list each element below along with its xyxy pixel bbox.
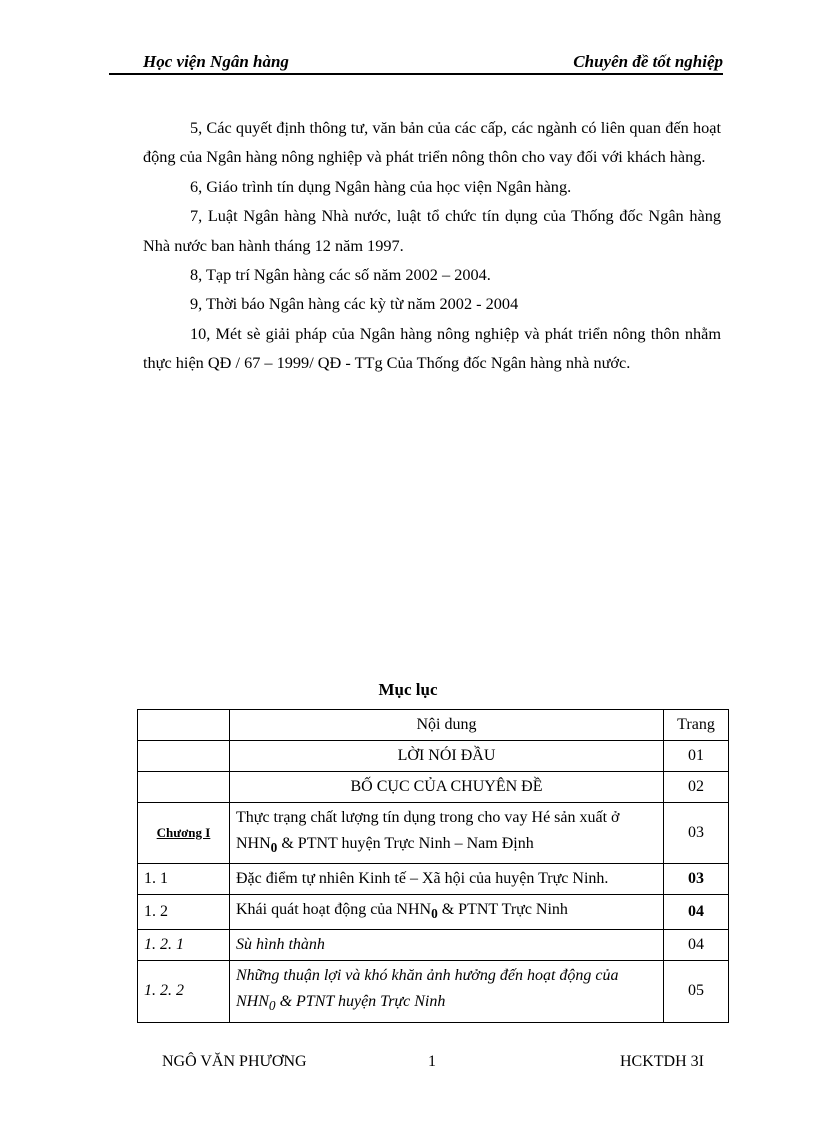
toc-text: & PTNT huyện Trực Ninh – Nam Định: [277, 835, 534, 852]
toc-subscript: 0: [270, 840, 278, 856]
page-header: [143, 50, 723, 74]
toc-row-page: 04: [664, 930, 729, 961]
toc-row-page: 03: [664, 864, 729, 895]
toc-row-num: 1. 2. 1: [138, 930, 230, 961]
toc-subscript: 0: [431, 906, 438, 922]
toc-header-row: [138, 710, 729, 741]
reference-item: 5, Các quyết định thông tư, văn bản của các cấp, các ngành có liên quan đến hoạt động của Ngân hàng nông nghiệp và phát triển nông thôn cho vay đối với khách hàng.: [143, 118, 721, 167]
toc-text: Khái quát hoạt động của NHN: [236, 901, 432, 919]
toc-row-num: [138, 741, 230, 772]
toc-header-page: Trang: [664, 710, 729, 741]
toc-row: [138, 961, 729, 1022]
toc-row-content: [230, 803, 664, 864]
footer-author: NGÔ VĂN PHƯƠNG: [162, 1053, 307, 1070]
toc-row-page: 01: [664, 741, 729, 772]
toc-header-content: Nội dung: [230, 710, 664, 741]
toc-header-num: [138, 710, 230, 741]
toc-table: [137, 709, 729, 1023]
toc-text: & PTNT huyện Trực Ninh: [275, 993, 446, 1011]
toc-row-content: Đặc điểm tự nhiên Kinh tế – Xã hội của huyện Trực Ninh.: [230, 864, 664, 895]
toc-row: [138, 741, 729, 772]
reference-item: 10, Mét sè giải pháp của Ngân hàng nông nghiệp và phát triển nông thôn nhằm thực hiện QĐ / 67 – 1999/ QĐ - TTg Của Thống đốc Ngân hàng nhà nước.: [143, 323, 721, 373]
reference-item: 9, Thời báo Ngân hàng các kỳ từ năm 2002 - 2004: [190, 294, 519, 314]
footer-class: HCKTDH 3I: [620, 1053, 704, 1070]
toc-row: [138, 803, 729, 864]
toc-row: [138, 864, 729, 895]
toc-text: & PTNT Trực Ninh: [437, 901, 568, 919]
toc-row: [138, 772, 729, 803]
toc-row-num: 1. 2. 2: [138, 961, 230, 1022]
header-divider: [109, 73, 723, 75]
reference-item: 8, Tạp trí Ngân hàng các số năm 2002 – 2004.: [190, 265, 491, 285]
toc-row-content: LỜI NÓI ĐẦU: [230, 741, 664, 772]
toc-row-num: 1. 2: [138, 895, 230, 930]
toc-row-page: 02: [664, 772, 729, 803]
reference-item: 6, Giáo trình tín dụng Ngân hàng của học viện Ngân hàng.: [190, 176, 572, 196]
toc-subscript: 0: [268, 998, 276, 1014]
toc-row-num: [138, 772, 230, 803]
toc-row-content: [230, 961, 664, 1022]
toc-row-content: BỐ CỤC CỦA CHUYÊN ĐỀ: [230, 772, 664, 803]
toc-title: Mục lục: [378, 680, 438, 699]
toc-row-num: 1. 1: [138, 864, 230, 895]
header-document-type: Chuyên đề tốt nghiệp: [573, 52, 723, 71]
footer-page-number: 1: [428, 1053, 436, 1070]
toc-row-page: 05: [664, 961, 729, 1022]
references-list: [143, 113, 721, 378]
toc-row-content: Sù hình thành: [230, 930, 664, 961]
toc-text: Những thuận lợi và khó khăn ảnh hưởng đến hoạt động của NHN: [236, 967, 619, 1011]
toc-row-page: 03: [664, 803, 729, 864]
reference-item: 7, Luật Ngân hàng Nhà nước, luật tổ chức tín dụng của Thống đốc Ngân hàng Nhà nước ban hành tháng 12 năm 1997.: [143, 206, 721, 255]
header-institution: Học viện Ngân hàng: [143, 52, 289, 71]
toc-text: Thực trạng chất lượng tín dụng trong cho vay Hé sản xuất ở NHN: [236, 809, 620, 852]
toc-row-content: [230, 895, 664, 930]
toc-row: [138, 930, 729, 961]
toc-row-num: Chương I: [138, 803, 230, 864]
toc-row-page: 04: [664, 895, 729, 930]
toc-row: [138, 895, 729, 930]
